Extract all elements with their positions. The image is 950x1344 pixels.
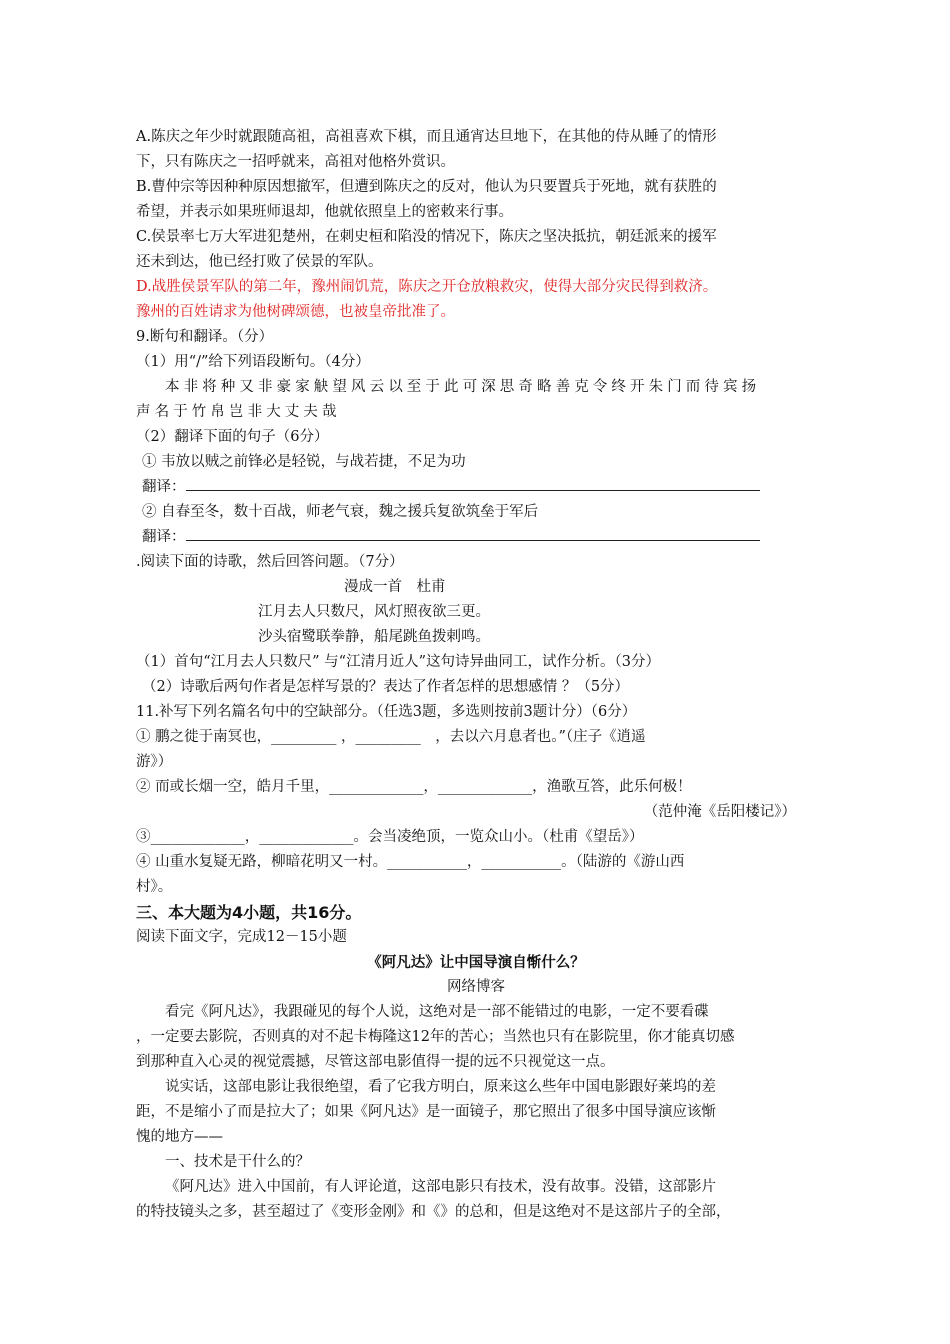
- article-paragraph-2-line1: 说实话，这部电影让我很绝望，看了它我方明白，原来这么些年中国电影跟好莱坞的差: [165, 1079, 716, 1095]
- poem-line-2: 沙头宿鹭联拳静，船尾跳鱼拨剌鸣。: [258, 629, 490, 645]
- q9-sentence-1: ① 韦放以贼之前锋必是轻锐，与战若捷，不足为功: [142, 454, 466, 470]
- q8-option-c-line1: C.侯景率七万大军进犯楚州，在刺史桓和陷没的情况下，陈庆之坚决抵抗，朝廷派来的援军: [136, 229, 717, 245]
- document-page: [136, 125, 816, 1225]
- q9-translation-1[interactable]: [136, 475, 816, 500]
- q9-passage-line2: 声名于竹帛岂非大丈夫哉: [136, 404, 341, 420]
- article-paragraph-1-line3: 到那种直入心灵的视觉震撼，尽管这部电影值得一提的远不只视觉这一点。: [136, 1054, 615, 1070]
- q8-option-c-line2: 还未到达，他已经打败了侯景的军队。: [136, 254, 383, 270]
- q8-option-a-line1: A.陈庆之年少时就跟随高祖，高祖喜欢下棋，而且通宵达旦地下，在其他的侍从睡了的情形: [136, 129, 717, 145]
- poem-line-1: 江月去人只数尺，风灯照夜欲三更。: [258, 604, 490, 620]
- q9-part2-prompt: （2）翻译下面的句子（6分）: [136, 429, 329, 445]
- article-paragraph-2-line3: 愧的地方——: [136, 1129, 223, 1145]
- q11-item-2-source: （范仲淹《岳阳楼记》）: [643, 804, 796, 820]
- q11-item-1-line2: 游》）: [136, 754, 173, 770]
- q8-option-a-line2: 下，只有陈庆之一招呼就来，高祖对他格外赏识。: [136, 154, 455, 170]
- q11-item-4-line1: ④ 山重水复疑无路，柳暗花明又一村。___________，___________。（陆游的《游山西: [136, 854, 685, 870]
- article-paragraph-1-line2: ，一定要去影院，否则真的对不起卡梅隆这12年的苦心；当然也只有在影院里，你才能真切感: [136, 1029, 735, 1045]
- section-3-instructions: 阅读下面文字，完成12－15小题: [136, 929, 347, 945]
- q9-sentence-2: ② 自春至冬，数十百战，师老气衰，魏之援兵复欲筑垒于军后: [142, 504, 539, 520]
- q11-title: 11.补写下列名篇名句中的空缺部分。（任选3题，多选则按前3题计分）（6分）: [136, 704, 637, 720]
- q11-item-1-line1: ① 鹏之徙于南冥也，_________ ，_________ ，去以六月息者也。”（庄子《逍遥: [136, 729, 646, 745]
- article-paragraph-1-line1: 看完《阿凡达》，我跟碰见的每个人说，这绝对是一部不能错过的电影，一定不要看碟: [165, 1004, 709, 1020]
- q10-title: .阅读下面的诗歌，然后回答问题。（7分）: [136, 554, 404, 570]
- answer-line[interactable]: [186, 476, 760, 491]
- article-paragraph-3-line2: 的特技镜头之多，甚至超过了《变形金刚》和《》的总和，但是这绝对不是这部片子的全部，: [136, 1204, 731, 1220]
- answer-line[interactable]: [186, 526, 760, 541]
- q8-option-b-line2: 希望，并表示如果班师退却，他就依照皇上的密敕来行事。: [136, 204, 513, 220]
- q8-option-b-line1: B.曹仲宗等因种种原因想撤军，但遭到陈庆之的反对，他认为只要置兵于死地，就有获胜的: [136, 179, 717, 195]
- q11-item-4-line2: 村》。: [136, 879, 173, 895]
- q10-question-2: （2）诗歌后两句作者是怎样写景的？表达了作者怎样的思想感情 ？（5分）: [142, 679, 630, 695]
- q9-translation-2[interactable]: [136, 525, 816, 550]
- q9-passage-line1: 本非将种又非豪家觖望风云以至于此可深思奇略善克令终开朱门而待宾扬: [165, 379, 761, 395]
- article-subheading-1: 一、技术是干什么的？: [165, 1154, 310, 1170]
- translation-label: 翻译：: [142, 529, 186, 545]
- q8-option-d-line1: D.战胜侯景军队的第二年，豫州闹饥荒，陈庆之开仓放粮救灾，使得大部分灾民得到救济。: [136, 279, 718, 295]
- article-paragraph-3-line1: 《阿凡达》进入中国前，有人评论道，这部电影只有技术，没有故事。没错，这部影片: [165, 1179, 716, 1195]
- poem-title: 漫成一首 杜甫: [344, 579, 446, 595]
- q9-part1-prompt: （1）用“/”给下列语段断句。（4分）: [136, 354, 370, 370]
- q9-title: 9.断句和翻译。（分）: [136, 329, 274, 345]
- article-author: 网络博客: [447, 979, 505, 995]
- q11-item-2-line1: ② 而或长烟一空，皓月千里，_____________，_____________，渔歌互答，此乐何极！: [136, 779, 692, 795]
- q8-option-d-line2: 豫州的百姓请求为他树碑颂德，也被皇帝批准了。: [136, 304, 455, 320]
- article-title: 《阿凡达》让中国导演自惭什么？: [367, 954, 585, 971]
- section-3-heading: 三、本大题为4小题，共16分。: [136, 903, 362, 922]
- q10-question-1: （1）首句“江月去人只数尺” 与“江清月近人”这句诗异曲同工，试作分析。（3分）: [136, 654, 660, 670]
- translation-label: 翻译：: [142, 479, 186, 495]
- article-paragraph-2-line2: 距，不是缩小了而是拉大了；如果《阿凡达》是一面镜子，那它照出了很多中国导演应该惭: [136, 1104, 716, 1120]
- q11-item-3: ③_____________，_____________。会当凌绝顶，一览众山小。（杜甫《望岳》）: [136, 829, 644, 845]
